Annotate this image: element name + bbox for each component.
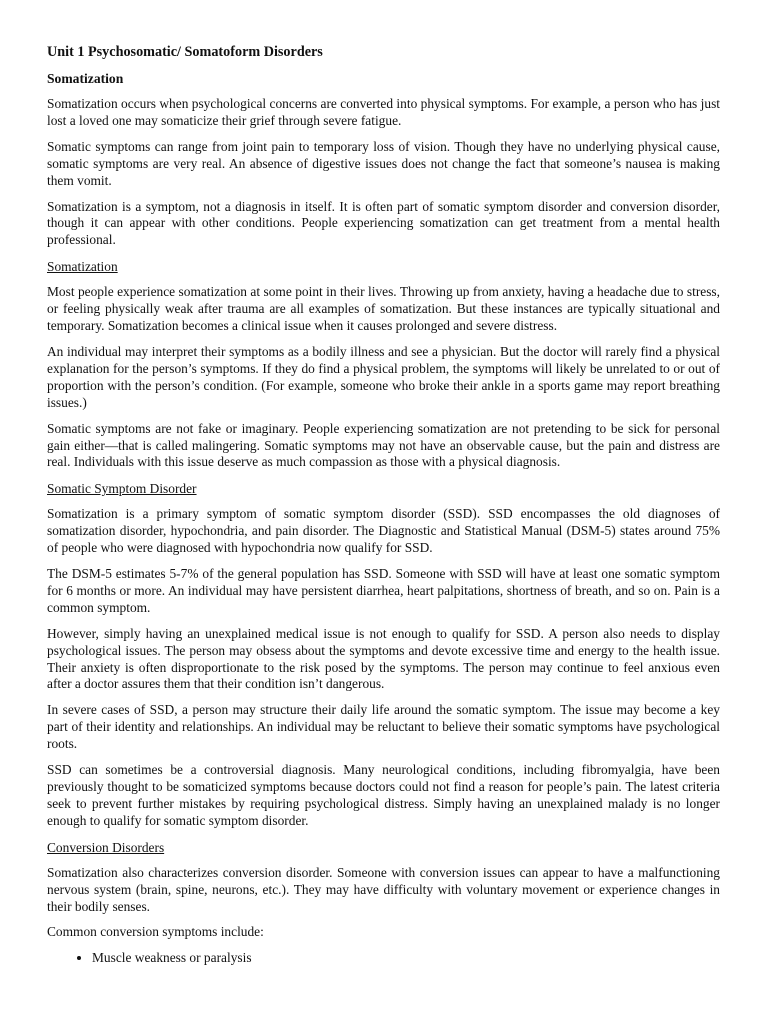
body-paragraph: Somatization also characterizes conversion disorder. Someone with conversion issues can appear to have a malfunctioning nervous system (brain, spine, neurons, etc.). They may have difficulty with voluntary movement or experience changes in their bodily senses. xyxy=(47,864,720,914)
document-subtitle: Somatization xyxy=(47,71,124,86)
section-heading-somatization: Somatization xyxy=(47,259,118,275)
document-page xyxy=(47,38,720,967)
symptom-list xyxy=(47,950,720,967)
body-paragraph: Most people experience somatization at some point in their lives. Throwing up from anxiety, having a headache due to stress, or feeling physically weak after trauma are all examples of somatization. But these instances are typically situational and temporary. Somatization becomes a clinical issue when it causes prolonged and severe distress. xyxy=(47,284,720,334)
intro-paragraph: Somatization occurs when psychological concerns are converted into physical symptoms. For example, a person who has just lost a loved one may somaticize their grief through severe fatigue. xyxy=(47,96,720,128)
section-heading-conversion-disorders: Conversion Disorders xyxy=(47,839,165,855)
body-paragraph: SSD can sometimes be a controversial diagnosis. Many neurological conditions, including fibromyalgia, have been previously thought to be somaticized symptoms because doctors could not find a reason for people’s pain. The latest criteria seek to prevent further mistakes by requiring psychological distress. Simply having an unexplained malady is no longer enough to qualify for somatic symptom disorder. xyxy=(47,762,720,828)
body-paragraph: Common conversion symptoms include: xyxy=(47,924,264,940)
list-item: • Muscle weakness or paralysis xyxy=(92,950,720,967)
body-paragraph: The DSM-5 estimates 5-7% of the general population has SSD. Someone with SSD will have at least one somatic symptom for 6 months or more. An individual may have persistent diarrhea, heart palpitations, shortness of breath, and so on. Pain is a common symptom. xyxy=(47,566,720,615)
body-paragraph: However, simply having an unexplained medical issue is not enough to qualify for SSD. A person also needs to display psychological issues. The person may obsess about the symptoms and devote excessive time and energy to the health issue. Their anxiety is often disproportionate to the risk posed by the symptoms. The person may continue to feel anxious even after a doctor assures them that their condition isn’t dangerous. xyxy=(47,625,720,692)
document-title: Unit 1 Psychosomatic/ Somatoform Disorders xyxy=(47,44,323,60)
intro-paragraph: Somatization is a symptom, not a diagnosis in itself. It is often part of somatic symptom disorder and conversion disorder, though it can appear with other conditions. People experiencing somatization can get treatment from a mental health professional. xyxy=(47,198,720,248)
body-paragraph: An individual may interpret their symptoms as a bodily illness and see a physician. But the doctor will rarely find a physical explanation for the person’s symptoms. If they do find a physical problem, the symptoms will likely be unrelated to or out of proportion with the person’s condition. (For example, someone who broke their ankle in a sports game may report breathing issues.) xyxy=(47,343,720,410)
intro-paragraph: Somatic symptoms can range from joint pain to temporary loss of vision. Though they have no underlying physical cause, somatic symptoms are very real. An absence of digestive issues does not change the fact that someone’s nausea is making them vomit. xyxy=(47,138,720,188)
section-heading-somatic-symptom-disorder: Somatic Symptom Disorder xyxy=(47,481,197,497)
body-paragraph: In severe cases of SSD, a person may structure their daily life around the somatic symptom. The issue may become a key part of their identity and relationships. An individual may be reluctant to believe their somatic symptoms have psychological roots. xyxy=(47,702,720,752)
body-paragraph: Somatization is a primary symptom of somatic symptom disorder (SSD). SSD encompasses the old diagnoses of somatization disorder, hypochondria, and pain disorder. The Diagnostic and Statistical Manual (DSM-5) states around 75% of people who were diagnosed with hypochondria now qualify for SSD. xyxy=(47,506,720,556)
body-paragraph: Somatic symptoms are not fake or imaginary. People experiencing somatization are not pretending to be sick for personal gain either—that is called malingering. Somatic symptoms may not have an observable cause, but the pain and distress are real. Individuals with this issue deserve as much compassion as those with a physical diagnosis. xyxy=(47,420,720,470)
